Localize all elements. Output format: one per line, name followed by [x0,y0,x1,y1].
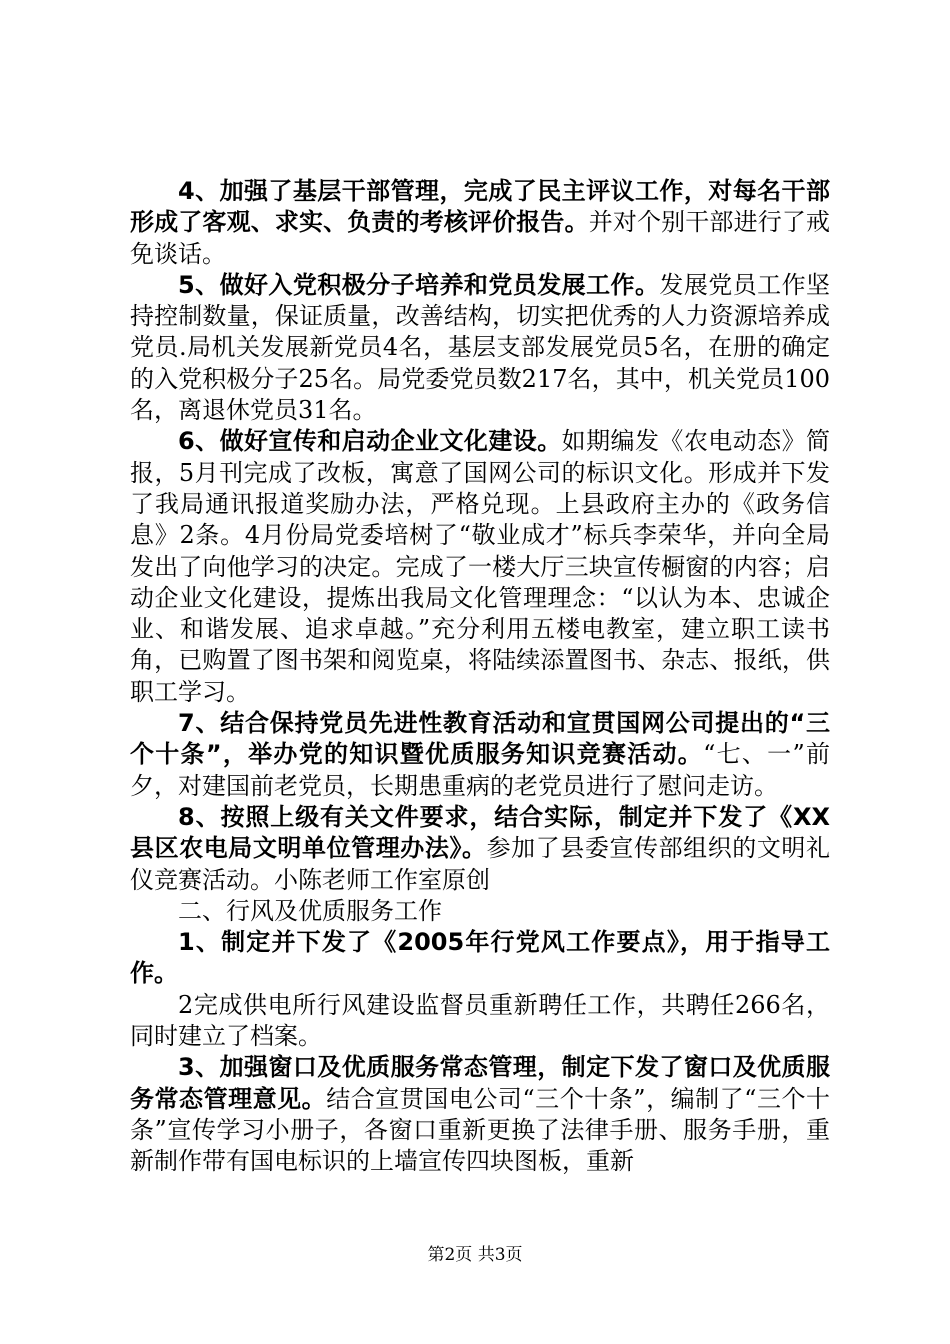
paragraph-lead: 5、做好入党积极分子培养和党员发展工作。 [178,270,660,299]
paragraph-lead: 7、结合保持党员先进性教育活动和宣贯国网公司提出的“三个十条”，举办党的知识暨优质服务知识竞赛活动。 [130,709,830,769]
paragraph-text: “七、一”前夕，对建国前老党员，长期患重病的老党员进行了慰问走访。 [130,740,830,800]
document-body [130,176,830,1178]
paragraph-text: 发展党员工作坚持控制数量，保证质量，改善结构，切实把优秀的人力资源培养成党员.局机关发展新党员4名，基层支部发展党员5名，在册的确定的入党积极分子25名。局党委党员数217名，其中，机关党员100名，离退休党员31名。 [130,270,830,425]
paragraph-item-1 [130,927,830,990]
page-footer [0,1240,950,1265]
paragraph-item-6 [130,426,830,708]
paragraph-lead: 4、加强了基层干部管理，完成了民主评议工作，对每名干部形成了客观、求实、负责的考核评价报告。 [130,177,830,237]
paragraph-lead: 8、按照上级有关文件要求，结合实际，制定并下发了《XX县区农电局文明单位管理办法》。 [130,802,830,863]
paragraph-lead: 6、做好宣传和启动企业文化建设。 [178,427,562,456]
paragraph-item-7 [130,708,830,802]
paragraph-lead: 1、制定并下发了《2005年行党风工作要点》，用于指导工作。 [130,928,830,988]
page-number: 第2页 共3页 [427,1245,523,1265]
section-heading [130,896,830,927]
paragraph-text: 结合宣贯国电公司“三个十条”，编制了“三个十条”宣传学习小册子，各窗口重新更换了法律手册、服务手册，重新制作带有国电标识的上墙宣传四块图板，重新 [130,1084,831,1176]
paragraph-item-5 [130,270,830,426]
paragraph-item-8 [130,802,830,896]
paragraph-lead: 3、加强窗口及优质服务常态管理，制定下发了窗口及优质服务常态管理意见。 [130,1053,830,1113]
paragraph-text: 如期编发《农电动态》简报，5月刊完成了改板，寓意了国网公司的标识文化。形成并下发了我局通讯报道奖励办法，严格兑现。上县政府主办的《政务信息》2条。4月份局党委培树了“敬业成才”标兵李荣华，并向全局发出了向他学习的决定。完成了一楼大厅三块宣传橱窗的内容；启动企业文化建设，提炼出我局文化管理理念：“以认为本、忠诚企业、和谐发展、追求卓越。”充分利用五楼电教室，建立职工读书角，已购置了图书架和阅览桌，将陆续添置图书、杂志、报纸，供职工学习。 [130,427,831,706]
paragraph-item-2 [130,990,830,1053]
paragraph-text: 参加了县委宣传部组织的文明礼仪竞赛活动。小陈老师工作室原创 [130,834,831,894]
paragraph-item-4 [130,176,830,270]
paragraph-text: 2完成供电所行风建设监督员重新聘任工作，共聘任266名，同时建立了档案。 [130,990,830,1051]
section-heading-text: 二、行风及优质服务工作 [178,896,442,925]
paragraph-text: 并对个别干部进行了戒免谈话。 [130,208,831,268]
paragraph-item-3 [130,1052,830,1177]
